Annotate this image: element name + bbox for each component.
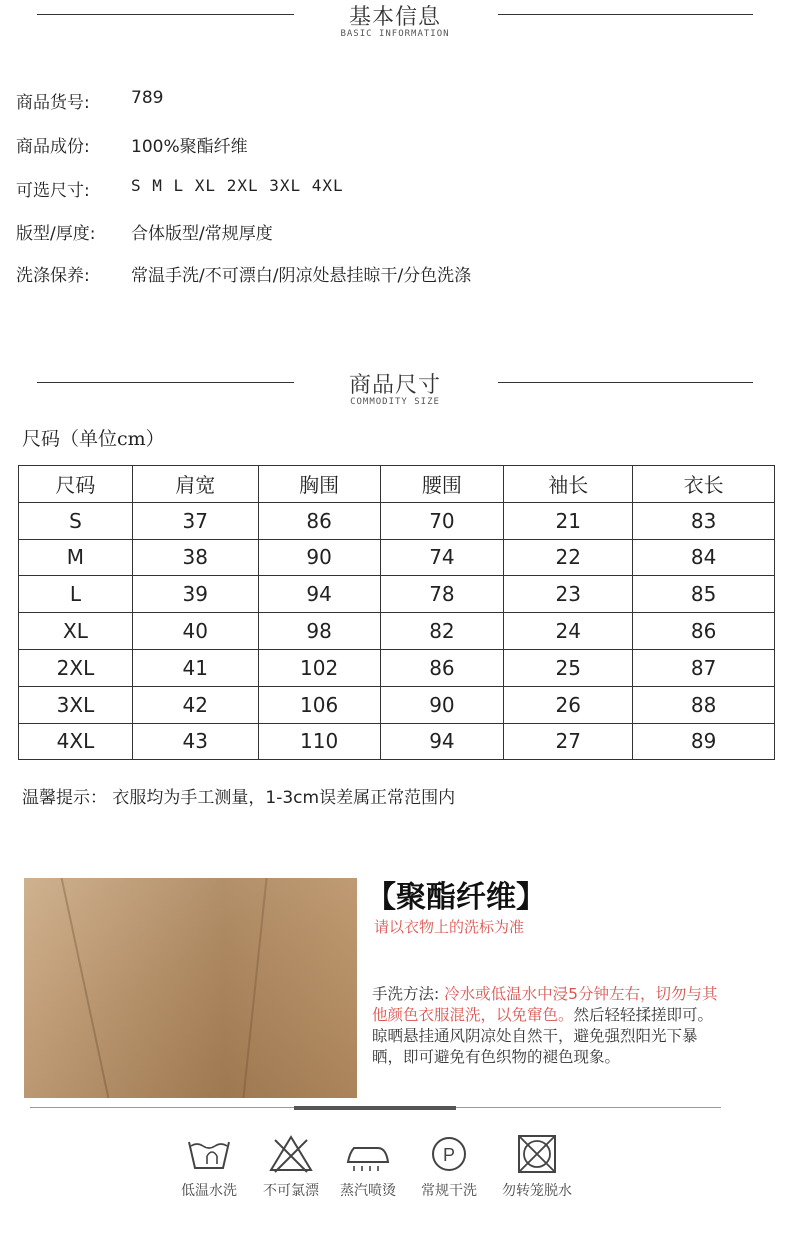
- care-label: 常规干洗: [421, 1183, 477, 1199]
- table-row: [19, 613, 775, 650]
- table-cell: 39: [132, 576, 258, 613]
- info-value: 合体版型/常规厚度: [131, 224, 273, 244]
- info-label: 洗涤保养:: [16, 266, 90, 286]
- table-cell: 26: [504, 686, 633, 723]
- column-header: 尺码: [19, 466, 133, 503]
- svg-text:P: P: [442, 1145, 456, 1165]
- table-cell: S: [19, 502, 133, 539]
- table-cell: 86: [380, 649, 504, 686]
- table-cell: 74: [380, 539, 504, 576]
- table-cell: 86: [633, 613, 775, 650]
- fabric-title: 【聚酯纤维】: [366, 880, 546, 915]
- section-title: 基本信息: [348, 5, 441, 30]
- table-cell: 21: [504, 502, 633, 539]
- care-label: 低温水洗: [181, 1183, 237, 1199]
- table-cell: 2XL: [19, 649, 133, 686]
- section-subtitle: BASIC INFORMATION: [340, 29, 450, 39]
- table-row: [19, 576, 775, 613]
- table-cell: 38: [132, 539, 258, 576]
- table-cell: 85: [633, 576, 775, 613]
- column-header: 胸围: [258, 466, 380, 503]
- wash-detail: 然后轻轻揉搓即可。晾晒悬挂通风阴凉处自然干，避免强烈阳光下暴晒，即可避免有色织物的褪色现象。: [372, 1006, 714, 1066]
- table-cell: 43: [132, 723, 258, 760]
- fabric-subtitle: 请以衣物上的洗标为准: [374, 918, 525, 936]
- care-label: 勿转笼脱水: [502, 1183, 572, 1199]
- column-header: 衣长: [633, 466, 775, 503]
- info-value: 789: [131, 88, 164, 108]
- no-tumble-dry-icon: [513, 1134, 561, 1174]
- table-header-row: [19, 466, 775, 503]
- info-value: 常温手洗/不可漂白/阴凉处悬挂晾干/分色洗涤: [131, 266, 472, 286]
- care-divider-accent: [294, 1106, 456, 1110]
- table-cell: 98: [258, 613, 380, 650]
- table-cell: M: [19, 539, 133, 576]
- table-cell: 83: [633, 502, 775, 539]
- table-cell: 22: [504, 539, 633, 576]
- table-row: [19, 649, 775, 686]
- table-cell: 42: [132, 686, 258, 723]
- table-cell: 88: [633, 686, 775, 723]
- info-label: 商品成份:: [16, 137, 90, 157]
- care-item-low-temp-wash: [164, 1134, 254, 1200]
- care-item-steam-iron: [323, 1134, 413, 1200]
- table-cell: 89: [633, 723, 775, 760]
- table-cell: 23: [504, 576, 633, 613]
- table-cell: 84: [633, 539, 775, 576]
- fabric-shade: [24, 878, 357, 1098]
- info-label: 商品货号:: [16, 93, 90, 113]
- basic-info-header: [0, 0, 790, 50]
- column-header: 腰围: [380, 466, 504, 503]
- table-cell: 24: [504, 613, 633, 650]
- care-item-dry-clean: [404, 1134, 494, 1200]
- column-header: 袖长: [504, 466, 633, 503]
- care-label: 不可氯漂: [263, 1183, 319, 1199]
- table-row: [19, 539, 775, 576]
- table-cell: 90: [380, 686, 504, 723]
- dry-clean-p-icon: [425, 1134, 473, 1174]
- table-cell: 3XL: [19, 686, 133, 723]
- table-cell: 37: [132, 502, 258, 539]
- fabric-wash-instructions: [372, 984, 724, 1068]
- no-bleach-icon: [267, 1134, 315, 1174]
- section-subtitle: COMMODITY SIZE: [350, 397, 440, 407]
- column-header: 肩宽: [132, 466, 258, 503]
- table-cell: 102: [258, 649, 380, 686]
- table-cell: 94: [258, 576, 380, 613]
- size-section-header: [0, 368, 790, 418]
- table-cell: L: [19, 576, 133, 613]
- table-cell: 87: [633, 649, 775, 686]
- table-cell: 25: [504, 649, 633, 686]
- info-value: S M L XL 2XL 3XL 4XL: [131, 176, 344, 195]
- care-label: 蒸汽喷烫: [340, 1183, 396, 1199]
- table-cell: 106: [258, 686, 380, 723]
- table-cell: 27: [504, 723, 633, 760]
- table-cell: 110: [258, 723, 380, 760]
- size-table: [18, 465, 775, 760]
- info-label: 可选尺寸:: [16, 181, 90, 201]
- steam-iron-icon: [344, 1134, 392, 1174]
- table-cell: 94: [380, 723, 504, 760]
- wash-label: 手洗方法:: [372, 985, 440, 1003]
- table-cell: 86: [258, 502, 380, 539]
- table-cell: 90: [258, 539, 380, 576]
- table-cell: 4XL: [19, 723, 133, 760]
- size-caption: 尺码（单位cm）: [22, 428, 165, 450]
- care-item-no-tumble-dry: [492, 1134, 582, 1200]
- table-cell: 70: [380, 502, 504, 539]
- info-value: 100%聚酯纤维: [131, 137, 248, 157]
- table-row: [19, 723, 775, 760]
- table-cell: XL: [19, 613, 133, 650]
- table-cell: 41: [132, 649, 258, 686]
- table-row: [19, 686, 775, 723]
- fabric-swatch-image: [24, 878, 357, 1098]
- low-temp-wash-icon: [185, 1134, 233, 1174]
- measurement-tip: 温馨提示： 衣服均为手工测量，1-3cm误差属正常范围内: [22, 788, 456, 808]
- table-row: [19, 502, 775, 539]
- table-cell: 40: [132, 613, 258, 650]
- table-cell: 78: [380, 576, 504, 613]
- info-label: 版型/厚度:: [16, 224, 96, 244]
- wash-warning: 冷水或低温水中浸5分钟左右，切勿与其他颜色衣服混洗，以免窜色。: [372, 985, 718, 1024]
- table-cell: 82: [380, 613, 504, 650]
- section-title: 商品尺寸: [348, 373, 441, 398]
